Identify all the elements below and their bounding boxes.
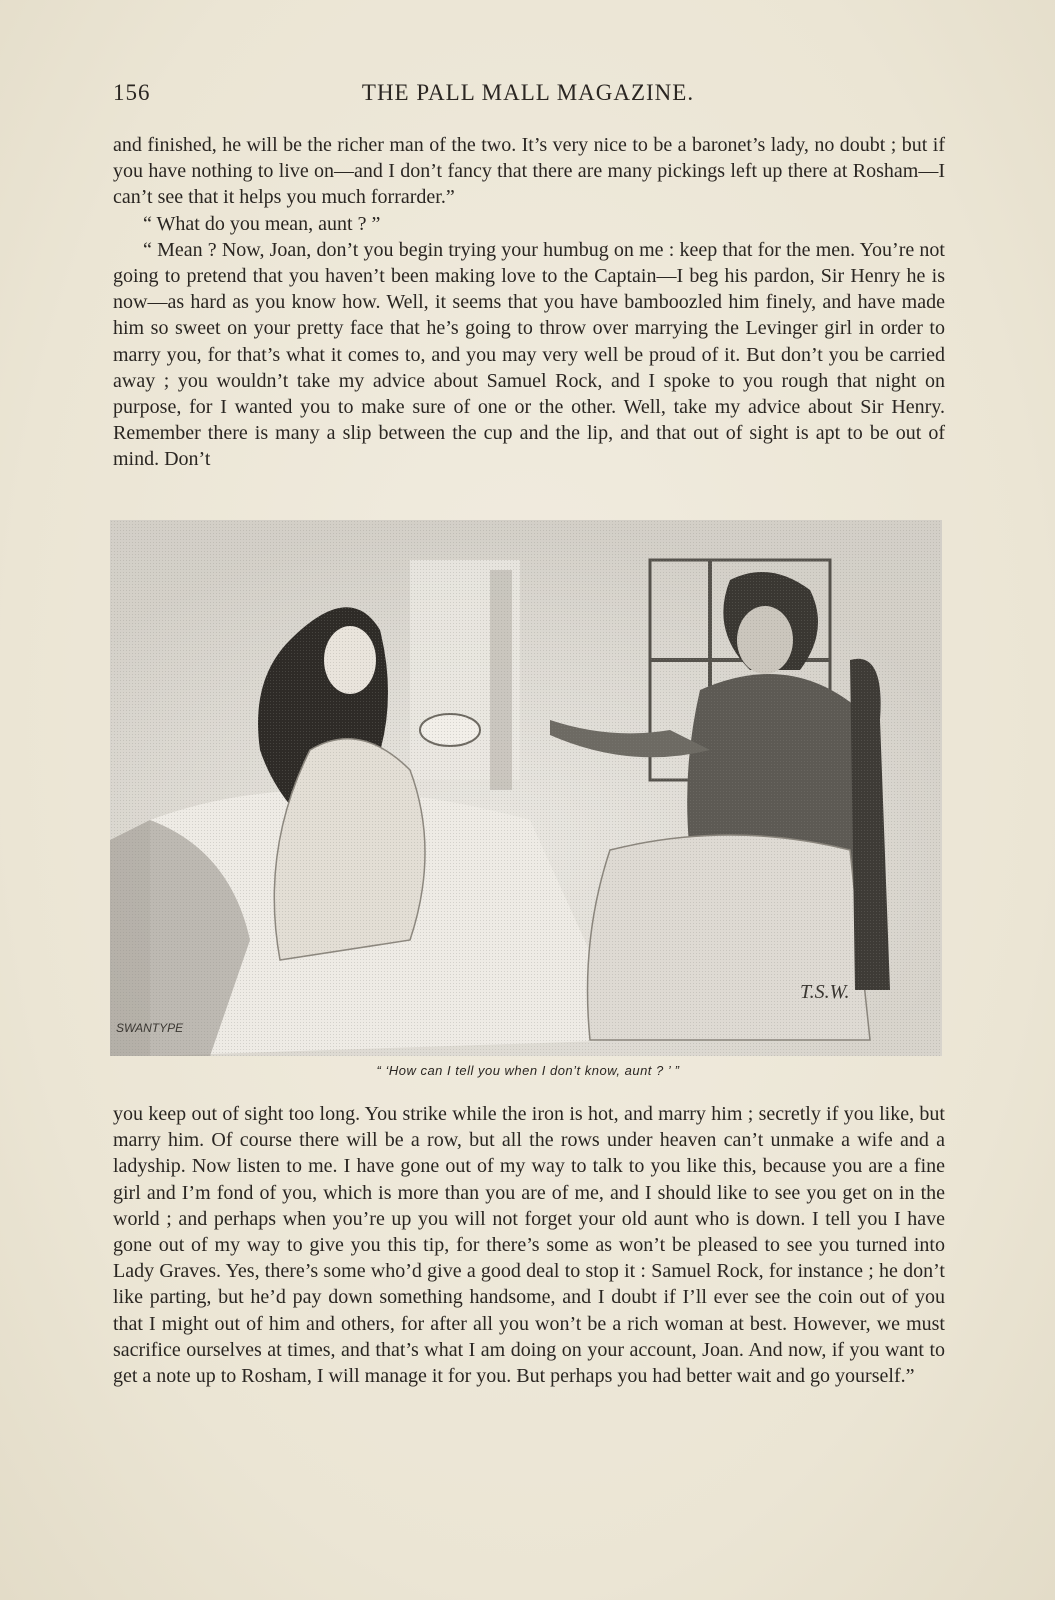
illustration-caption: “ ‘How can I tell you when I don’t know, aunt ? ’ ” — [376, 1063, 680, 1078]
engraver-mark: SWANTYPE — [116, 1021, 184, 1035]
paragraph: “ Mean ? Now, Joan, don’t you begin trying your humbug on me : keep that for the men. You’re not going to pretend that you haven’t been making love to the Captain—I beg his pardon, Sir Henry he is now—as hard as you know how. Well, it seems that you have bamboozled him finely, and have made him so sweet on your pretty face that he’s going to throw over marrying the Levinger girl in order to marry you, for that’s what it comes to, and you may very well be proud of it. But don’t you be carried away ; you wouldn’t take my advice about Samuel Rock, and I spoke to you rough that night on purpose, for I wanted you to make sure of one or the other. Well, take my advice about Sir Henry. Remember there is many a slip between the cup and the lip, and that out of sight is apt to be out of mind. Don’t — [113, 238, 945, 471]
paragraph: and finished, he will be the richer man of the two. It’s very nice to be a baronet’s lady, no doubt ; but if you have nothing to live on—and I don’t fancy that there are many pickings left up there at Rosham—I can’t see that it helps you much forrarder.” — [113, 134, 945, 209]
page-number: 156 — [113, 80, 151, 105]
body-text-top — [113, 132, 945, 473]
paragraph: “ What do you mean, aunt ? ” — [143, 212, 381, 235]
running-head — [113, 80, 943, 110]
illustration-drawing — [110, 520, 942, 1056]
artist-signature: T.S.W. — [800, 981, 850, 1003]
paragraph: you keep out of sight too long. You strike while the iron is hot, and marry him ; secretly if you like, but marry him. Of course there will be a row, but all the rows under heaven can’t unmake a wife and a ladyship. Now listen to me. I have gone out of my way to talk to you like this, because you are a fine girl and I’m fond of you, which is more than you are of me, and I should like to see you get on in the world ; and perhaps when you’re up you will not forget your old aunt who is down. I tell you I have gone out of my way to give you this tip, for there’s some as won’t be pleased to see you turned into Lady Graves. Yes, there’s some who’d give a good deal to stop it : Samuel Rock, for instance ; he don’t like parting, but he’d pay down something handsome, and I doubt if I’ll ever see the coin out of you that I might out of him and others, for after all you won’t be a rich woman at best. However, we must sacrifice ourselves at times, and that’s what I am doing on your account, Joan. And now, if you want to get a note up to Rosham, I will manage it for you. But perhaps you had better wait and go yourself.” — [113, 1103, 945, 1388]
magazine-title: THE PALL MALL MAGAZINE. — [361, 80, 695, 105]
halftone-illustration — [110, 520, 942, 1056]
body-text-bottom — [113, 1101, 945, 1389]
